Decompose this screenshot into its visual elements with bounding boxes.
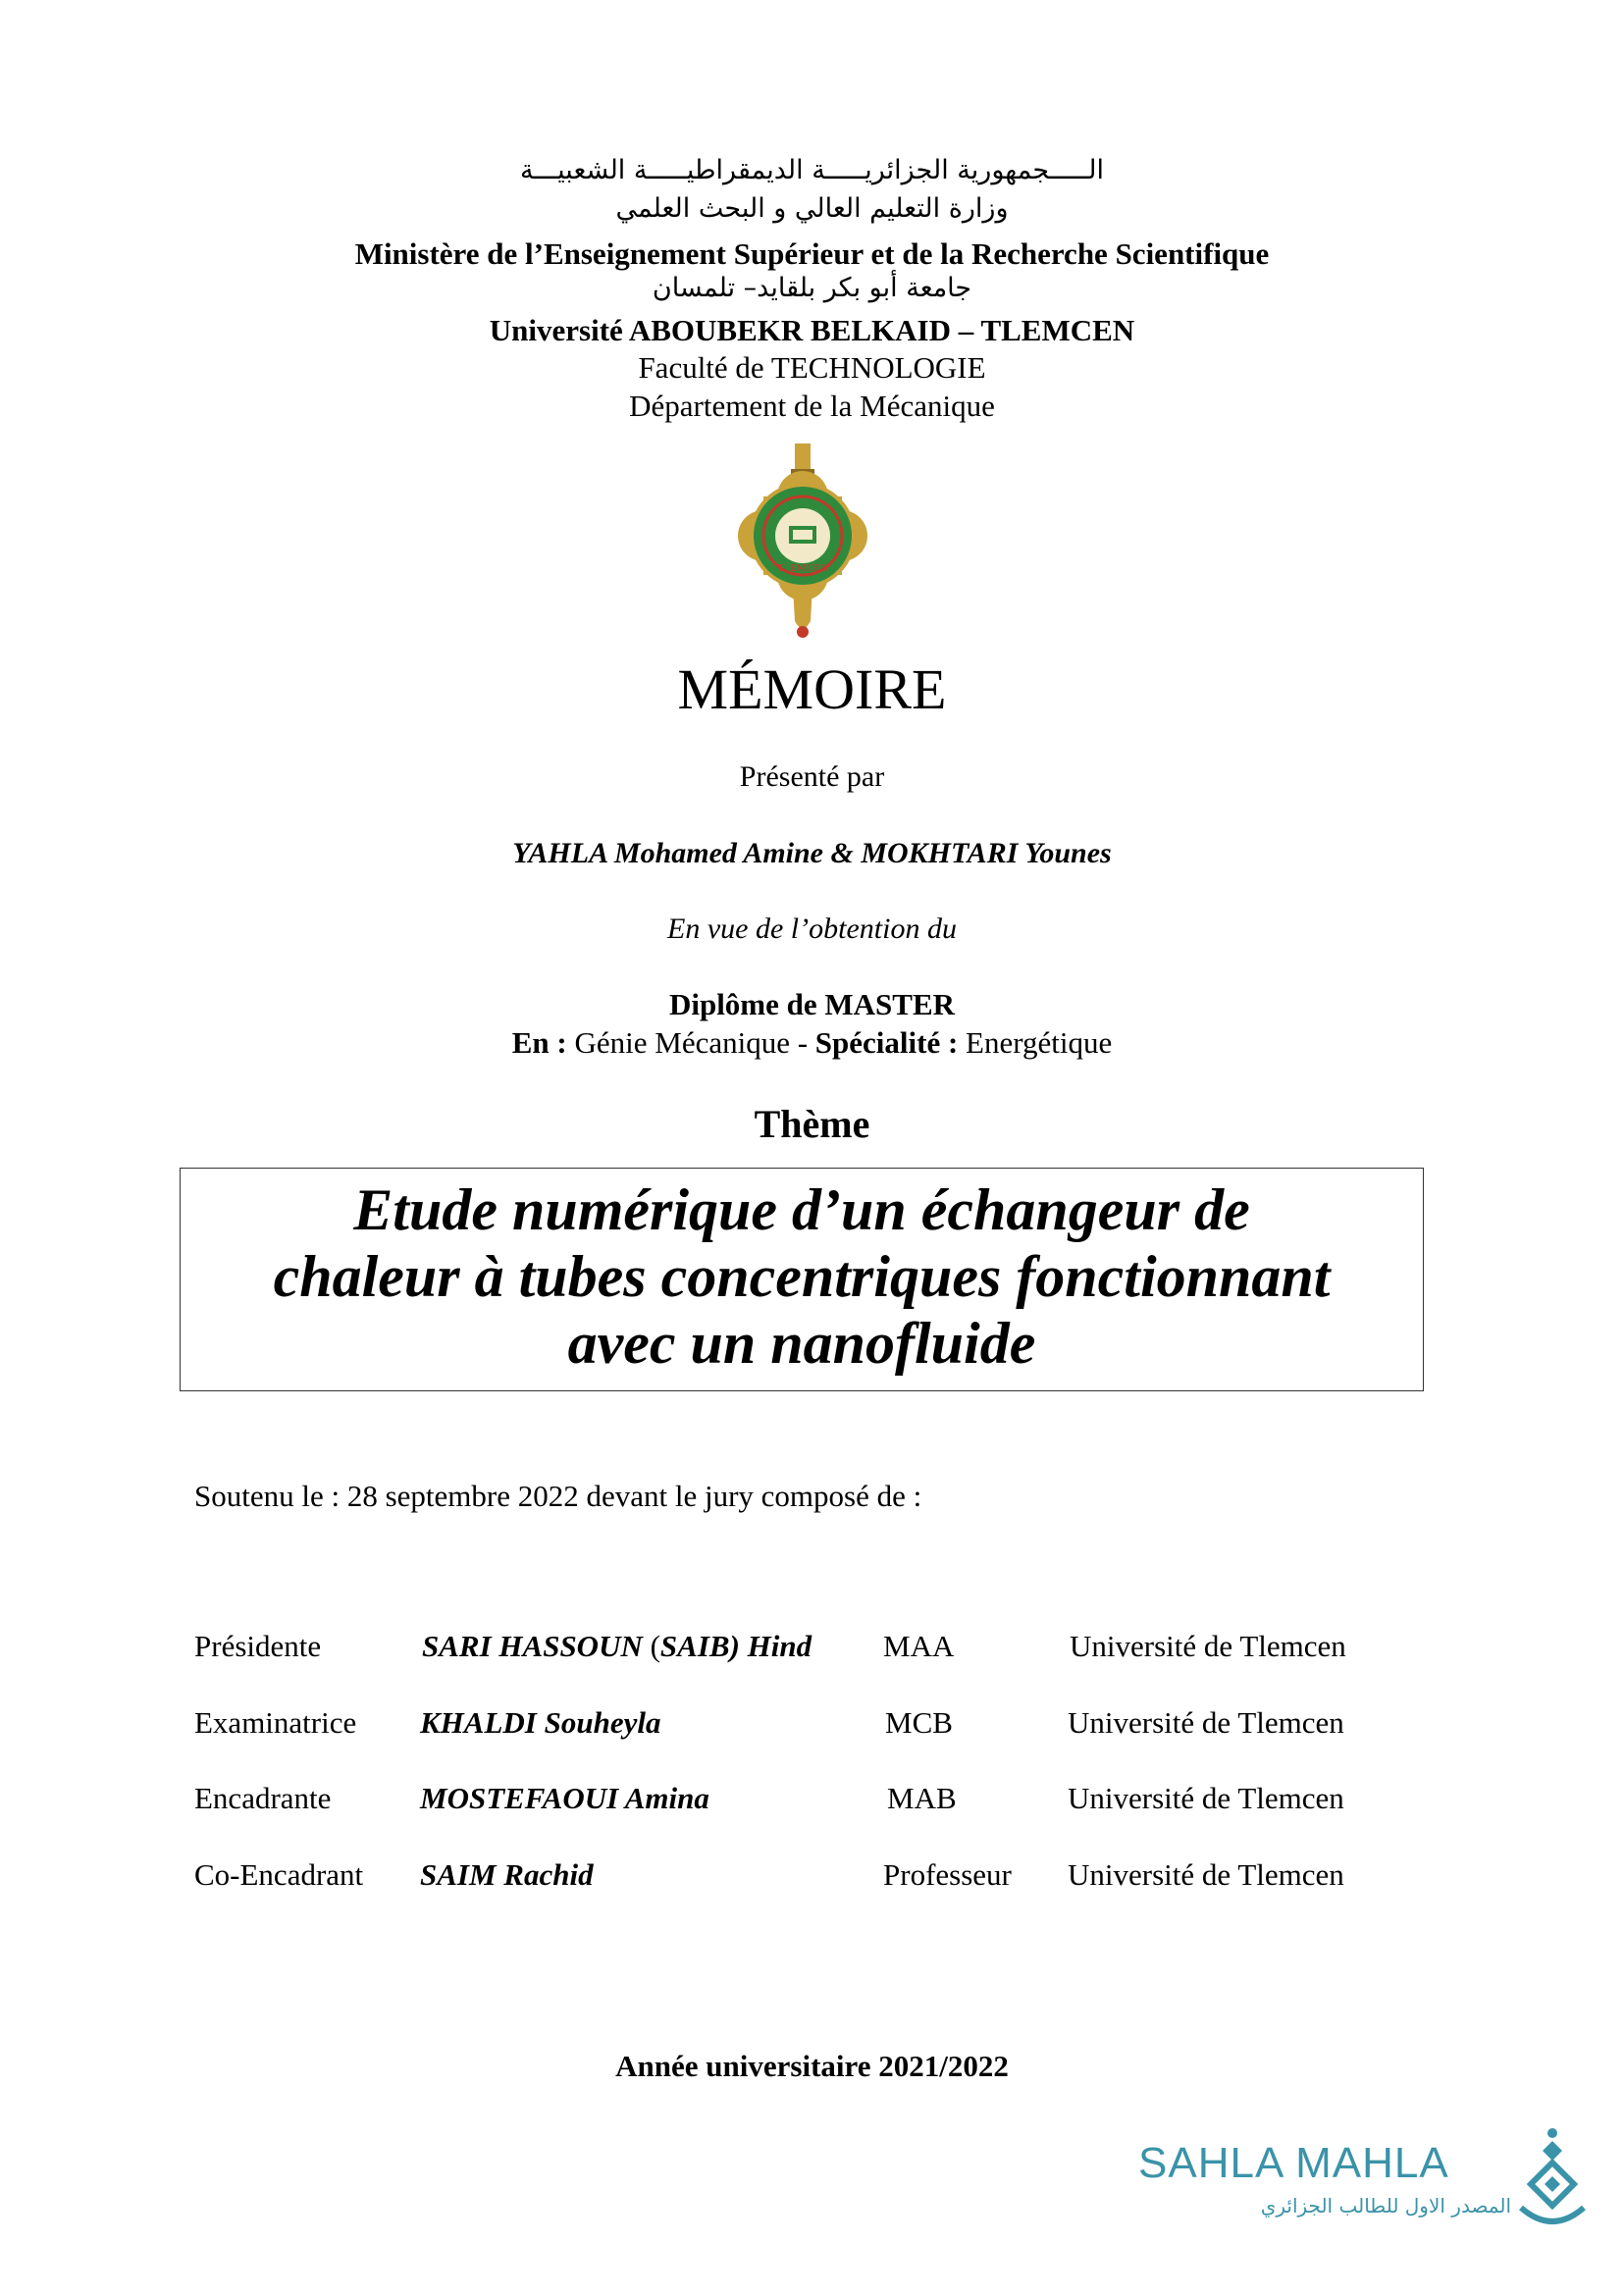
purpose-line: En vue de l’obtention du [667,913,957,945]
jury-role: Présidente [194,1629,322,1663]
jury-grade: MAB [887,1781,957,1815]
jury-role: Co-Encadrant [194,1857,364,1892]
faculty-name: Faculté de TECHNOLOGIE [638,350,986,385]
jury-grade: MCB [885,1705,953,1740]
jury-name: SAIM Rachid [420,1857,594,1892]
authors: YAHLA Mohamed Amine & MOKHTARI Younes [512,837,1112,869]
jury-name: KHALDI Souheyla [420,1705,661,1740]
arabic-ministry: وزارة التعليم العالي و البحث العلمي [615,193,1009,224]
title-line-3: avec un nanofluide [567,1311,1036,1376]
field-label: En : [511,1025,567,1060]
jury-institution: Université de Tlemcen [1068,1705,1344,1740]
jury-row [0,1629,1624,1668]
ministry-name: Ministère de l’Enseignement Supérieur et de la Recherche Scientifique [354,236,1270,271]
department-name: Département de la Mécanique [629,389,995,423]
field-value: Génie Mécanique - [566,1025,815,1060]
title-line-1: Etude numérique d’un échangeur de [353,1177,1250,1242]
sahla-mahla-watermark [1138,2127,1599,2245]
jury-institution: Université de Tlemcen [1070,1629,1346,1663]
brand-name: SAHLA MAHLA [1138,2139,1449,2187]
field-specialty [0,1025,1624,1061]
jury-name: MOSTEFAOUI Amina [420,1781,709,1815]
jury-role: Encadrante [194,1781,332,1815]
jury-grade: MAA [883,1629,955,1663]
academic-year: Année universitaire 2021/2022 [615,2049,1009,2083]
diploma: Diplôme de MASTER [668,987,956,1021]
jury-institution: Université de Tlemcen [1068,1781,1344,1815]
jury-role: Examinatrice [194,1705,357,1740]
brand-tagline: المصدر الاول للطالب الجزائري [1260,2194,1511,2217]
specialty-value: Energétique [958,1025,1113,1060]
jury-row [0,1705,1624,1745]
memoire-heading: MÉMOIRE [677,657,947,721]
defense-text: Soutenu le : 28 septembre 2022 devant le jury composé de : [194,1479,922,1513]
jury-row [0,1781,1624,1820]
jury-grade: Professeur [883,1857,1012,1892]
thesis-title-box [180,1168,1424,1391]
jury-name: SARI HASSOUN (SAIB) Hind [422,1629,812,1663]
brand-emblem-icon [1513,2127,1592,2235]
university-name: Université ABOUBEKR BELKAID – TLEMCEN [489,313,1135,347]
theme-label: Thème [754,1102,870,1146]
jury-row [0,1857,1624,1897]
arabic-republic: الـــــجمهورية الجزائريـــــة الديمقراطيـــــة الشعبيـــة [519,155,1105,185]
university-emblem [734,440,871,646]
title-line-2: chaleur à tubes concentriques fonctionnant [273,1244,1331,1309]
presented-by: Présenté par [739,760,885,793]
specialty-label: Spécialité : [814,1025,959,1060]
jury-institution: Université de Tlemcen [1068,1857,1344,1892]
arabic-university: جامعة أبو بكر بلقايد– تلمسان [652,273,972,303]
emblem-text: TLEMCEN [777,562,828,574]
